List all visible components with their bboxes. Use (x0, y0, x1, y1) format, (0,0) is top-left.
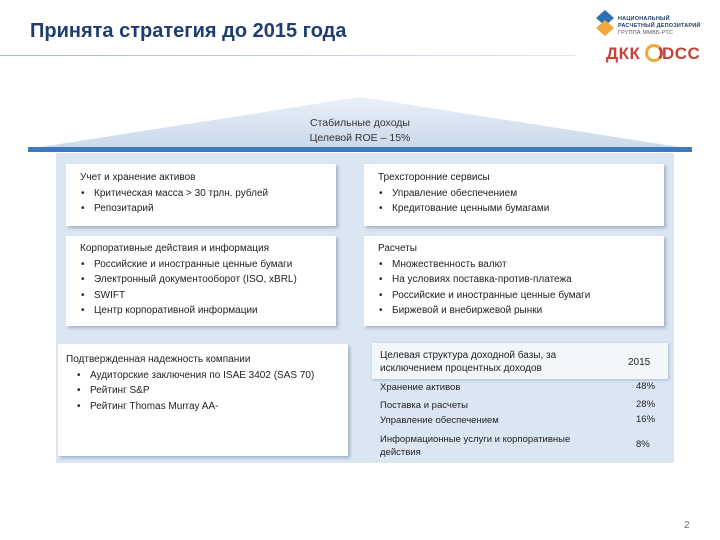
reliability-item: • Рейтинг S&P (76, 383, 348, 399)
reliability-block (58, 344, 348, 456)
logo-text-line3: ГРУППА ММВБ-РТС (618, 30, 674, 36)
tripartite-item: • Управление обеспечением (378, 186, 664, 202)
corporate-item: • Российские и иностранные ценные бумаги (80, 257, 336, 273)
settlement-item: • Множественность валют (378, 257, 664, 273)
slide-title: Принята стратегия до 2015 года (30, 20, 347, 42)
custody-item: • Критическая масса > 30 трлн. рублей (80, 186, 336, 202)
income-row-label: Хранение активов (380, 382, 461, 393)
roof-line-income: Стабильные доходы (310, 117, 410, 129)
income-row-label: Управление обеспечением (380, 415, 499, 426)
custody-block (66, 164, 336, 226)
company-logo (596, 8, 712, 64)
income-table-year: 2015 (628, 357, 651, 368)
settlement-item: • На условиях поставка-против-платежа (378, 272, 664, 288)
income-table-title: Целевая структура доходной базы, за исключением процентных доходов (380, 350, 557, 374)
settlement-heading: Расчеты (378, 243, 417, 254)
custody-heading: Учет и хранение активов (80, 172, 196, 183)
custody-item: • Репозитарий (80, 201, 336, 217)
corporate-actions-block (66, 236, 336, 326)
reliability-item: • Аудиторские заключения по ISAE 3402 (SAS 70) (76, 368, 348, 384)
reliability-heading: Подтвержденная надежность компании (66, 354, 251, 365)
tripartite-heading: Трехсторонние сервисы (378, 172, 490, 183)
corporate-item: • Электронный документооборот (ISO, xBRL) (80, 272, 336, 288)
income-row-value: 28% (636, 399, 656, 410)
corporate-item: • SWIFT (80, 288, 336, 304)
settlement-block (364, 236, 664, 326)
tripartite-item: • Кредитование ценными бумагами (378, 201, 664, 217)
page-number: 2 (684, 520, 690, 531)
settlement-item: • Биржевой и внебиржевой рынки (378, 303, 664, 319)
roof-line-roe: Целевой ROE – 15% (309, 132, 411, 144)
corporate-item: • Центр корпоративной информации (80, 303, 336, 319)
reliability-item: • Рейтинг Thomas Murray AA- (76, 399, 348, 415)
settlement-item: • Российские и иностранные ценные бумаги (378, 288, 664, 304)
income-row-value: 8% (636, 439, 650, 450)
logo-ring-icon (645, 44, 663, 62)
logo-dcc: DCC (662, 44, 701, 63)
logo-text-line2: РАСЧЕТНЫЙ ДЕПОЗИТАРИЙ (618, 23, 701, 29)
logo-emblem-icon (596, 10, 614, 36)
income-row-value: 16% (636, 414, 656, 425)
income-row-label: Поставка и расчеты (380, 400, 468, 411)
corporate-heading: Корпоративные действия и информация (80, 243, 269, 254)
logo-text-line1: НАЦИОНАЛЬНЫЙ (618, 16, 670, 22)
income-row-value: 48% (636, 381, 656, 392)
income-table-header (372, 343, 668, 379)
income-row-label: Информационные услуги и корпоративные действия (380, 434, 571, 458)
roof-caption (210, 116, 510, 146)
tripartite-block (364, 164, 664, 226)
title-divider (0, 55, 575, 56)
logo-dkk: ДКК (606, 44, 641, 63)
